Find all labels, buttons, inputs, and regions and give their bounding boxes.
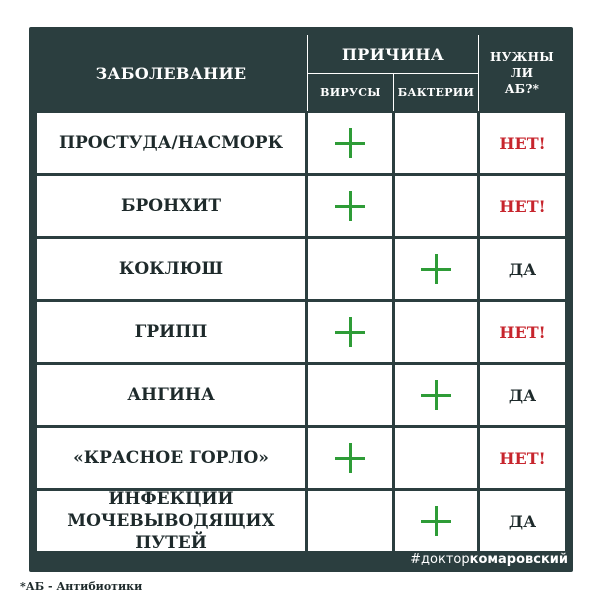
verdict-cell [480,491,565,551]
disease-name: ИНФЕКЦИИ [108,489,234,509]
header-cause [308,35,478,73]
disease-cell [37,491,305,551]
verdict-cell [480,239,565,299]
disease-cell [37,302,305,362]
header-ab [479,35,565,111]
header-virus-label: ВИРУСЫ [320,86,381,99]
verdict-text: НЕТ! [499,448,546,468]
header-ab-line: ЛИ [510,66,534,80]
plus-icon [421,380,451,410]
virus-cell [308,239,392,299]
header-bacteria-label: БАКТЕРИИ [397,86,475,99]
disease-name: БРОНХИТ [120,196,222,216]
virus-cell [308,428,392,488]
verdict-text: НЕТ! [499,322,546,342]
verdict-text: ДА [508,259,537,279]
plus-icon [335,317,365,347]
disease-name: ПРОСТУДА/НАСМОРК [58,133,284,153]
bacteria-cell [395,491,477,551]
disease-cell [37,239,305,299]
hashtag-prefix: #доктор [410,552,470,567]
header-cause-label: ПРИЧИНА [341,44,445,64]
virus-cell [308,113,392,173]
virus-cell [308,302,392,362]
disease-cell [37,113,305,173]
bacteria-cell [395,239,477,299]
virus-cell [308,491,392,551]
plus-icon [335,443,365,473]
plus-icon [335,128,365,158]
bacteria-cell [395,176,477,236]
disease-cell [37,365,305,425]
header-bacteria [394,74,478,111]
verdict-text: ДА [508,511,537,531]
disease-name: АНГИНА [127,385,215,405]
bacteria-cell [395,302,477,362]
verdict-cell [480,365,565,425]
hashtag [410,552,568,567]
virus-cell [308,365,392,425]
verdict-text: НЕТ! [499,196,546,216]
verdict-cell [480,113,565,173]
verdict-cell [480,428,565,488]
header-ab-line: НУЖНЫ [489,50,555,64]
verdict-text: НЕТ! [499,133,546,153]
bacteria-cell [395,365,477,425]
table-frame [29,27,573,572]
disease-name: ГРИПП [134,322,208,342]
header-disease [37,35,305,111]
disease-name: «КРАСНОЕ ГОРЛО» [73,448,269,468]
header-virus [308,74,393,111]
verdict-cell [480,302,565,362]
header-disease-label: ЗАБОЛЕВАНИЕ [95,63,247,83]
disease-name: МОЧЕВЫВОДЯЩИХ ПУТЕЙ [67,511,275,553]
disease-cell [37,428,305,488]
hashtag-bold: комаровский [469,552,568,567]
header-ab-line: АБ?* [504,82,540,96]
verdict-text: ДА [508,385,537,405]
plus-icon [335,191,365,221]
disease-name: КОКЛЮШ [118,259,224,279]
verdict-cell [480,176,565,236]
plus-icon [421,506,451,536]
plus-icon [421,254,451,284]
footnote: *АБ - Антибиотики [20,580,143,593]
disease-cell [37,176,305,236]
bacteria-cell [395,113,477,173]
bacteria-cell [395,428,477,488]
virus-cell [308,176,392,236]
